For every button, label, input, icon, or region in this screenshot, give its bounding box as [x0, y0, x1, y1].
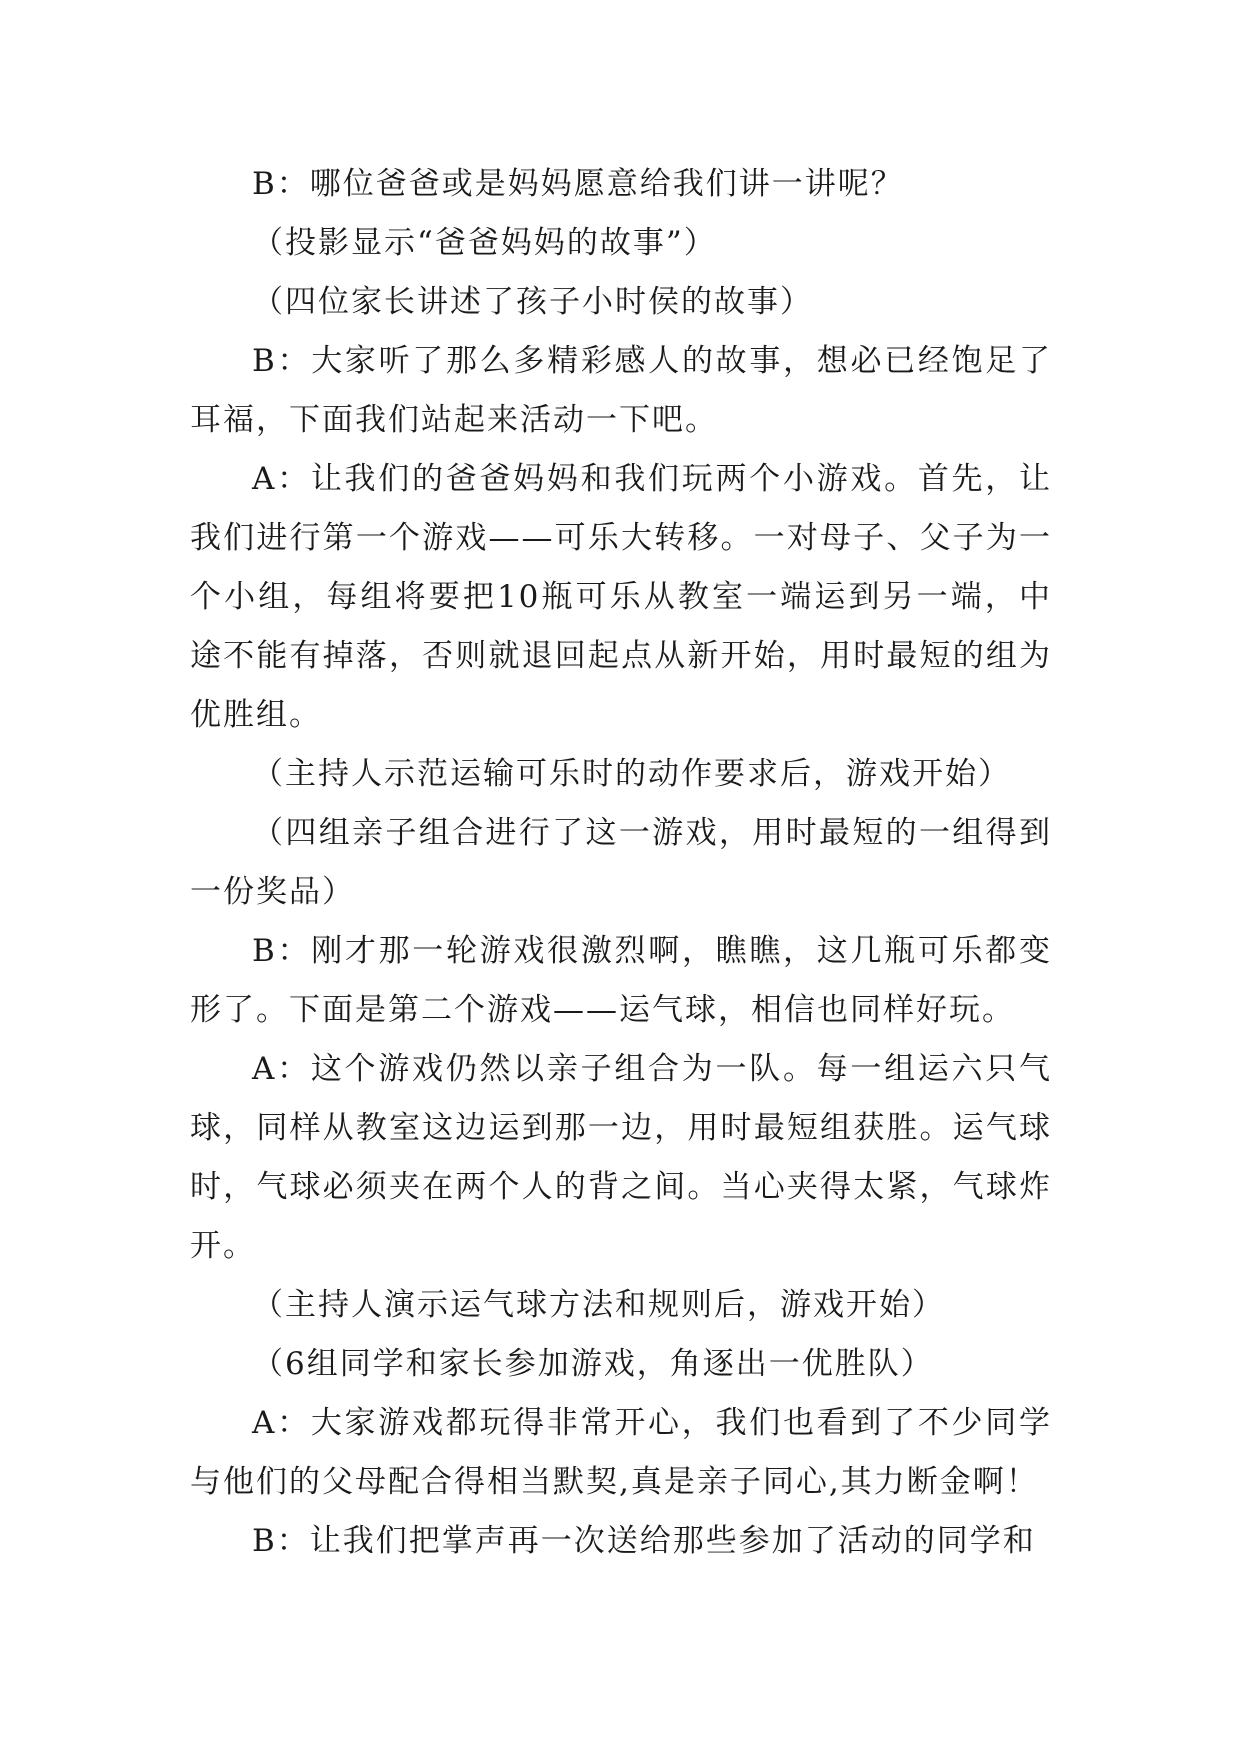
paragraph-5: A：让我们的爸爸妈妈和我们玩两个小游戏。首先，让我们进行第一个游戏——可乐大转移。一对母子、父子为一个小组，每组将要把10瓶可乐从教室一端运到另一端，中途不能有掉落，否则就退回起点从新开始，用时最短的组为优胜组。 — [190, 461, 1052, 733]
document-page — [190, 155, 1052, 1571]
paragraph-13: B：让我们把掌声再一次送给那些参加了活动的同学和 — [252, 1523, 1036, 1559]
paragraph-9: A：这个游戏仍然以亲子组合为一队。每一组运六只气球，同样从教室这边运到那一边，用时最短组获胜。运气球时，气球必须夹在两个人的背之间。当心夹得太紧，气球炸开。 — [190, 1051, 1052, 1264]
paragraph-3: （四位家长讲述了孩子小时侯的故事） — [252, 284, 813, 320]
paragraph-11: （6组同学和家长参加游戏，角逐出一优胜队） — [252, 1346, 934, 1382]
paragraph-10: （主持人演示运气球方法和规则后，游戏开始） — [252, 1287, 945, 1323]
paragraph-2: （投影显示“爸爸妈妈的故事”） — [252, 225, 717, 261]
paragraph-1: B：哪位爸爸或是妈妈愿意给我们讲一讲呢？ — [252, 166, 904, 202]
paragraph-8: B：刚才那一轮游戏很激烈啊，瞧瞧，这几瓶可乐都变形了。下面是第二个游戏——运气球，相信也同样好玩。 — [190, 933, 1052, 1028]
paragraph-12: A：大家游戏都玩得非常开心，我们也看到了不少同学与他们的父母配合得相当默契,真是亲子同心,其力断金啊！ — [190, 1405, 1052, 1500]
paragraph-6: （主持人示范运输可乐时的动作要求后，游戏开始） — [252, 756, 1011, 792]
paragraph-4: B：大家听了那么多精彩感人的故事，想必已经饱足了耳福，下面我们站起来活动一下吧。 — [190, 343, 1052, 438]
paragraph-7: （四组亲子组合进行了这一游戏，用时最短的一组得到一份奖品） — [190, 815, 1052, 910]
